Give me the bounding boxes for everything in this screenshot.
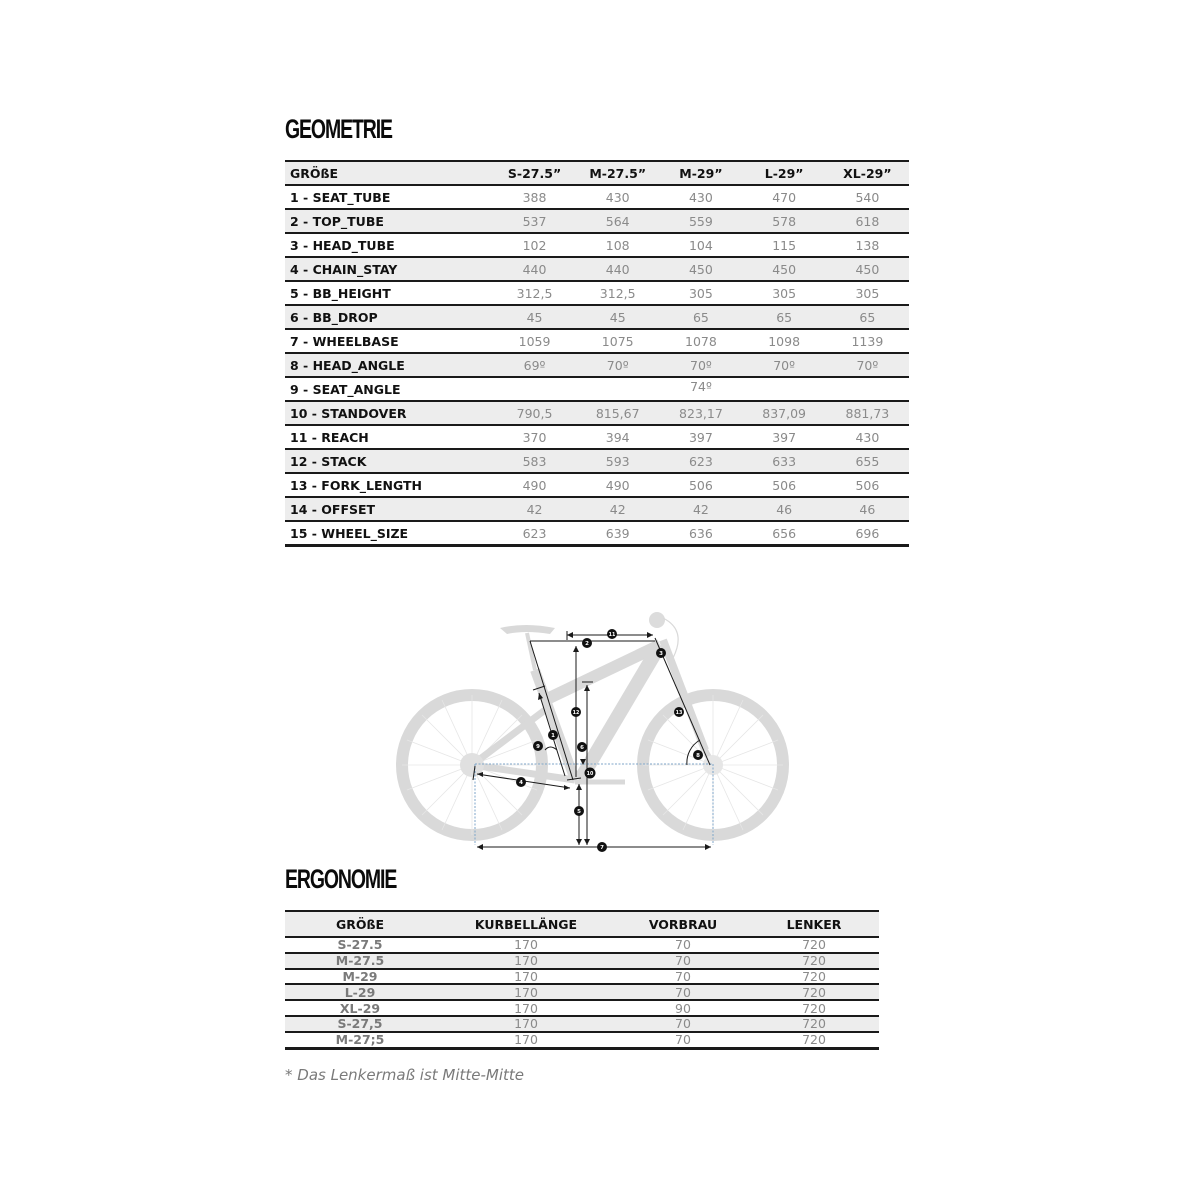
table-row <box>285 969 879 985</box>
handlebar-cell: 720 <box>749 1032 879 1048</box>
cell-value: 790,5 <box>493 401 576 425</box>
stem-cell: 70 <box>617 937 749 953</box>
svg-text:1: 1 <box>551 733 555 739</box>
stem-cell: 70 <box>617 984 749 1000</box>
table-row <box>285 953 879 969</box>
table-row-offset <box>285 497 909 521</box>
cell-value: 388 <box>493 185 576 209</box>
svg-text:13: 13 <box>675 711 683 716</box>
crank-length-cell: 170 <box>435 969 617 985</box>
cell-value: 70º <box>826 353 909 377</box>
cell-value: 65 <box>826 305 909 329</box>
table-row-head-angle <box>285 353 909 377</box>
crank-length-header: KURBELLÄNGE <box>435 911 617 937</box>
cell-value: 65 <box>743 305 826 329</box>
geometry-title: GEOMETRIE <box>285 114 392 144</box>
cell-value: 108 <box>576 233 659 257</box>
badge-5 <box>574 806 584 816</box>
cell-value: 430 <box>576 185 659 209</box>
size-column-l-29: L-29” <box>743 161 826 185</box>
size-header: GRÖßE <box>285 911 435 937</box>
cell-value: 636 <box>659 521 742 546</box>
badge-12 <box>571 707 581 717</box>
cell-value: 559 <box>659 209 742 233</box>
row-label: 7 - WHEELBASE <box>285 329 493 353</box>
cell-value: 138 <box>826 233 909 257</box>
size-column-xl-29: XL-29” <box>826 161 909 185</box>
cell-value: 69º <box>493 353 576 377</box>
bike-silhouette <box>402 612 783 835</box>
crank-length-cell: 170 <box>435 1032 617 1048</box>
cell-value: 593 <box>576 449 659 473</box>
cell-value: 633 <box>743 449 826 473</box>
cell-value: 70º <box>743 353 826 377</box>
ergonomics-title: ERGONOMIE <box>285 864 397 894</box>
row-label: 9 - SEAT_ANGLE <box>285 377 493 401</box>
cell-value: 312,5 <box>576 281 659 305</box>
badge-4 <box>516 777 526 787</box>
cell-value: 506 <box>826 473 909 497</box>
svg-text:10: 10 <box>586 772 594 777</box>
cell-value: 42 <box>493 497 576 521</box>
svg-text:4: 4 <box>519 780 523 786</box>
stem-cell: 70 <box>617 969 749 985</box>
cell-value: 823,17 <box>659 401 742 425</box>
cell-value: 397 <box>659 425 742 449</box>
crank-length-cell: 170 <box>435 1000 617 1016</box>
cell-value: 45 <box>576 305 659 329</box>
table-row-reach <box>285 425 909 449</box>
cell-value: 490 <box>493 473 576 497</box>
handlebar-cell: 720 <box>749 984 879 1000</box>
svg-text:6: 6 <box>580 745 584 751</box>
badge-1 <box>548 730 558 740</box>
cell-value: 70º <box>659 353 742 377</box>
cell-value: 623 <box>659 449 742 473</box>
cell-value: 1098 <box>743 329 826 353</box>
badge-9 <box>533 741 543 751</box>
cell-value: 618 <box>826 209 909 233</box>
stem-cell: 70 <box>617 1032 749 1048</box>
row-label: 14 - OFFSET <box>285 497 493 521</box>
table-row <box>285 984 879 1000</box>
table-row-chain-stay <box>285 257 909 281</box>
table-row-fork-length <box>285 473 909 497</box>
row-label: 13 - FORK_LENGTH <box>285 473 493 497</box>
svg-text:9: 9 <box>536 744 540 750</box>
stem-cell: 70 <box>617 1016 749 1032</box>
table-row-seat-tube <box>285 185 909 209</box>
cell-value: 42 <box>659 497 742 521</box>
cell-value: 46 <box>826 497 909 521</box>
row-label: 8 - HEAD_ANGLE <box>285 353 493 377</box>
size-cell: L-29 <box>285 984 435 1000</box>
cell-value: 655 <box>826 449 909 473</box>
cell-value: 506 <box>659 473 742 497</box>
geometry-header-row <box>285 161 909 185</box>
cell-value: 470 <box>743 185 826 209</box>
handlebar-footnote: * Das Lenkermaß ist Mitte-Mitte <box>285 1066 525 1084</box>
table-row-top-tube <box>285 209 909 233</box>
cell-value: 440 <box>493 257 576 281</box>
geometry-table <box>285 160 909 547</box>
row-label: 6 - BB_DROP <box>285 305 493 329</box>
svg-text:11: 11 <box>608 633 616 638</box>
row-label: 5 - BB_HEIGHT <box>285 281 493 305</box>
size-cell: M-27.5 <box>285 953 435 969</box>
ergonomics-table <box>285 910 879 1050</box>
stem-header: VORBRAU <box>617 911 749 937</box>
cell-value: 42 <box>576 497 659 521</box>
cell-value: 490 <box>576 473 659 497</box>
badge-13 <box>674 707 684 717</box>
table-row-wheel-size <box>285 521 909 546</box>
table-row <box>285 1016 879 1032</box>
table-row <box>285 937 879 953</box>
row-label: 12 - STACK <box>285 449 493 473</box>
size-cell: XL-29 <box>285 1000 435 1016</box>
cell-value: 305 <box>659 281 742 305</box>
crank-length-cell: 170 <box>435 984 617 1000</box>
table-row-bb-height <box>285 281 909 305</box>
cell-value: 696 <box>826 521 909 546</box>
row-label: 4 - CHAIN_STAY <box>285 257 493 281</box>
svg-text:5: 5 <box>577 809 581 815</box>
cell-value: 102 <box>493 233 576 257</box>
table-row <box>285 1000 879 1016</box>
cell-value: 837,09 <box>743 401 826 425</box>
table-row-head-tube <box>285 233 909 257</box>
cell-value: 1139 <box>826 329 909 353</box>
ergonomics-header-row <box>285 911 879 937</box>
cell-value: 881,73 <box>826 401 909 425</box>
cell-value: 397 <box>743 425 826 449</box>
handlebar-cell: 720 <box>749 1000 879 1016</box>
badge-7 <box>597 842 607 852</box>
table-row-standover <box>285 401 909 425</box>
handlebar-cell: 720 <box>749 969 879 985</box>
row-label: 2 - TOP_TUBE <box>285 209 493 233</box>
size-column-m-27-5: M-27.5” <box>576 161 659 185</box>
handlebar-cell: 720 <box>749 953 879 969</box>
cell-value: 45 <box>493 305 576 329</box>
row-label: 15 - WHEEL_SIZE <box>285 521 493 546</box>
handlebar-cell: 720 <box>749 937 879 953</box>
cell-value: 1075 <box>576 329 659 353</box>
badge-11 <box>607 629 617 639</box>
table-row-wheelbase <box>285 329 909 353</box>
size-cell: M-29 <box>285 969 435 985</box>
stem-cell: 70 <box>617 953 749 969</box>
cell-value: 450 <box>743 257 826 281</box>
cell-value: 46 <box>743 497 826 521</box>
cell-value: 115 <box>743 233 826 257</box>
size-cell: M-27;5 <box>285 1032 435 1048</box>
merged-cell-value: 74º <box>493 377 909 401</box>
size-column-m-29: M-29” <box>659 161 742 185</box>
bike-geometry-diagram <box>395 600 805 860</box>
size-cell: S-27.5 <box>285 937 435 953</box>
svg-text:12: 12 <box>572 711 580 716</box>
cell-value: 312,5 <box>493 281 576 305</box>
cell-value: 430 <box>659 185 742 209</box>
badge-2 <box>582 638 592 648</box>
crank-length-cell: 170 <box>435 937 617 953</box>
svg-text:8: 8 <box>696 753 700 759</box>
row-label: 11 - REACH <box>285 425 493 449</box>
cell-value: 430 <box>826 425 909 449</box>
cell-value: 564 <box>576 209 659 233</box>
cell-value: 506 <box>743 473 826 497</box>
cell-value: 305 <box>743 281 826 305</box>
cell-value: 305 <box>826 281 909 305</box>
cell-value: 370 <box>493 425 576 449</box>
cell-value: 70º <box>576 353 659 377</box>
crank-length-cell: 170 <box>435 1016 617 1032</box>
cell-value: 537 <box>493 209 576 233</box>
cell-value: 578 <box>743 209 826 233</box>
table-row-bb-drop <box>285 305 909 329</box>
cell-value: 65 <box>659 305 742 329</box>
size-cell: S-27,5 <box>285 1016 435 1032</box>
badge-10 <box>585 768 596 779</box>
cell-value: 639 <box>576 521 659 546</box>
cell-value: 450 <box>659 257 742 281</box>
svg-text:3: 3 <box>659 651 663 657</box>
table-row-seat-angle <box>285 377 909 401</box>
row-label: 3 - HEAD_TUBE <box>285 233 493 257</box>
stem-cell: 90 <box>617 1000 749 1016</box>
badge-6 <box>577 742 587 752</box>
cell-value: 583 <box>493 449 576 473</box>
badge-3 <box>656 648 666 658</box>
cell-value: 1059 <box>493 329 576 353</box>
size-header: GRÖßE <box>285 161 493 185</box>
handlebar-header: LENKER <box>749 911 879 937</box>
cell-value: 1078 <box>659 329 742 353</box>
table-row <box>285 1032 879 1048</box>
crank-length-cell: 170 <box>435 953 617 969</box>
svg-text:7: 7 <box>600 845 604 851</box>
size-column-s-27-5: S-27.5” <box>493 161 576 185</box>
svg-text:2: 2 <box>585 641 589 647</box>
cell-value: 540 <box>826 185 909 209</box>
handlebar-cell: 720 <box>749 1016 879 1032</box>
table-row-stack <box>285 449 909 473</box>
cell-value: 394 <box>576 425 659 449</box>
cell-value: 450 <box>826 257 909 281</box>
cell-value: 623 <box>493 521 576 546</box>
row-label: 10 - STANDOVER <box>285 401 493 425</box>
row-label: 1 - SEAT_TUBE <box>285 185 493 209</box>
cell-value: 656 <box>743 521 826 546</box>
cell-value: 104 <box>659 233 742 257</box>
cell-value: 440 <box>576 257 659 281</box>
badge-8 <box>693 750 703 760</box>
cell-value: 815,67 <box>576 401 659 425</box>
